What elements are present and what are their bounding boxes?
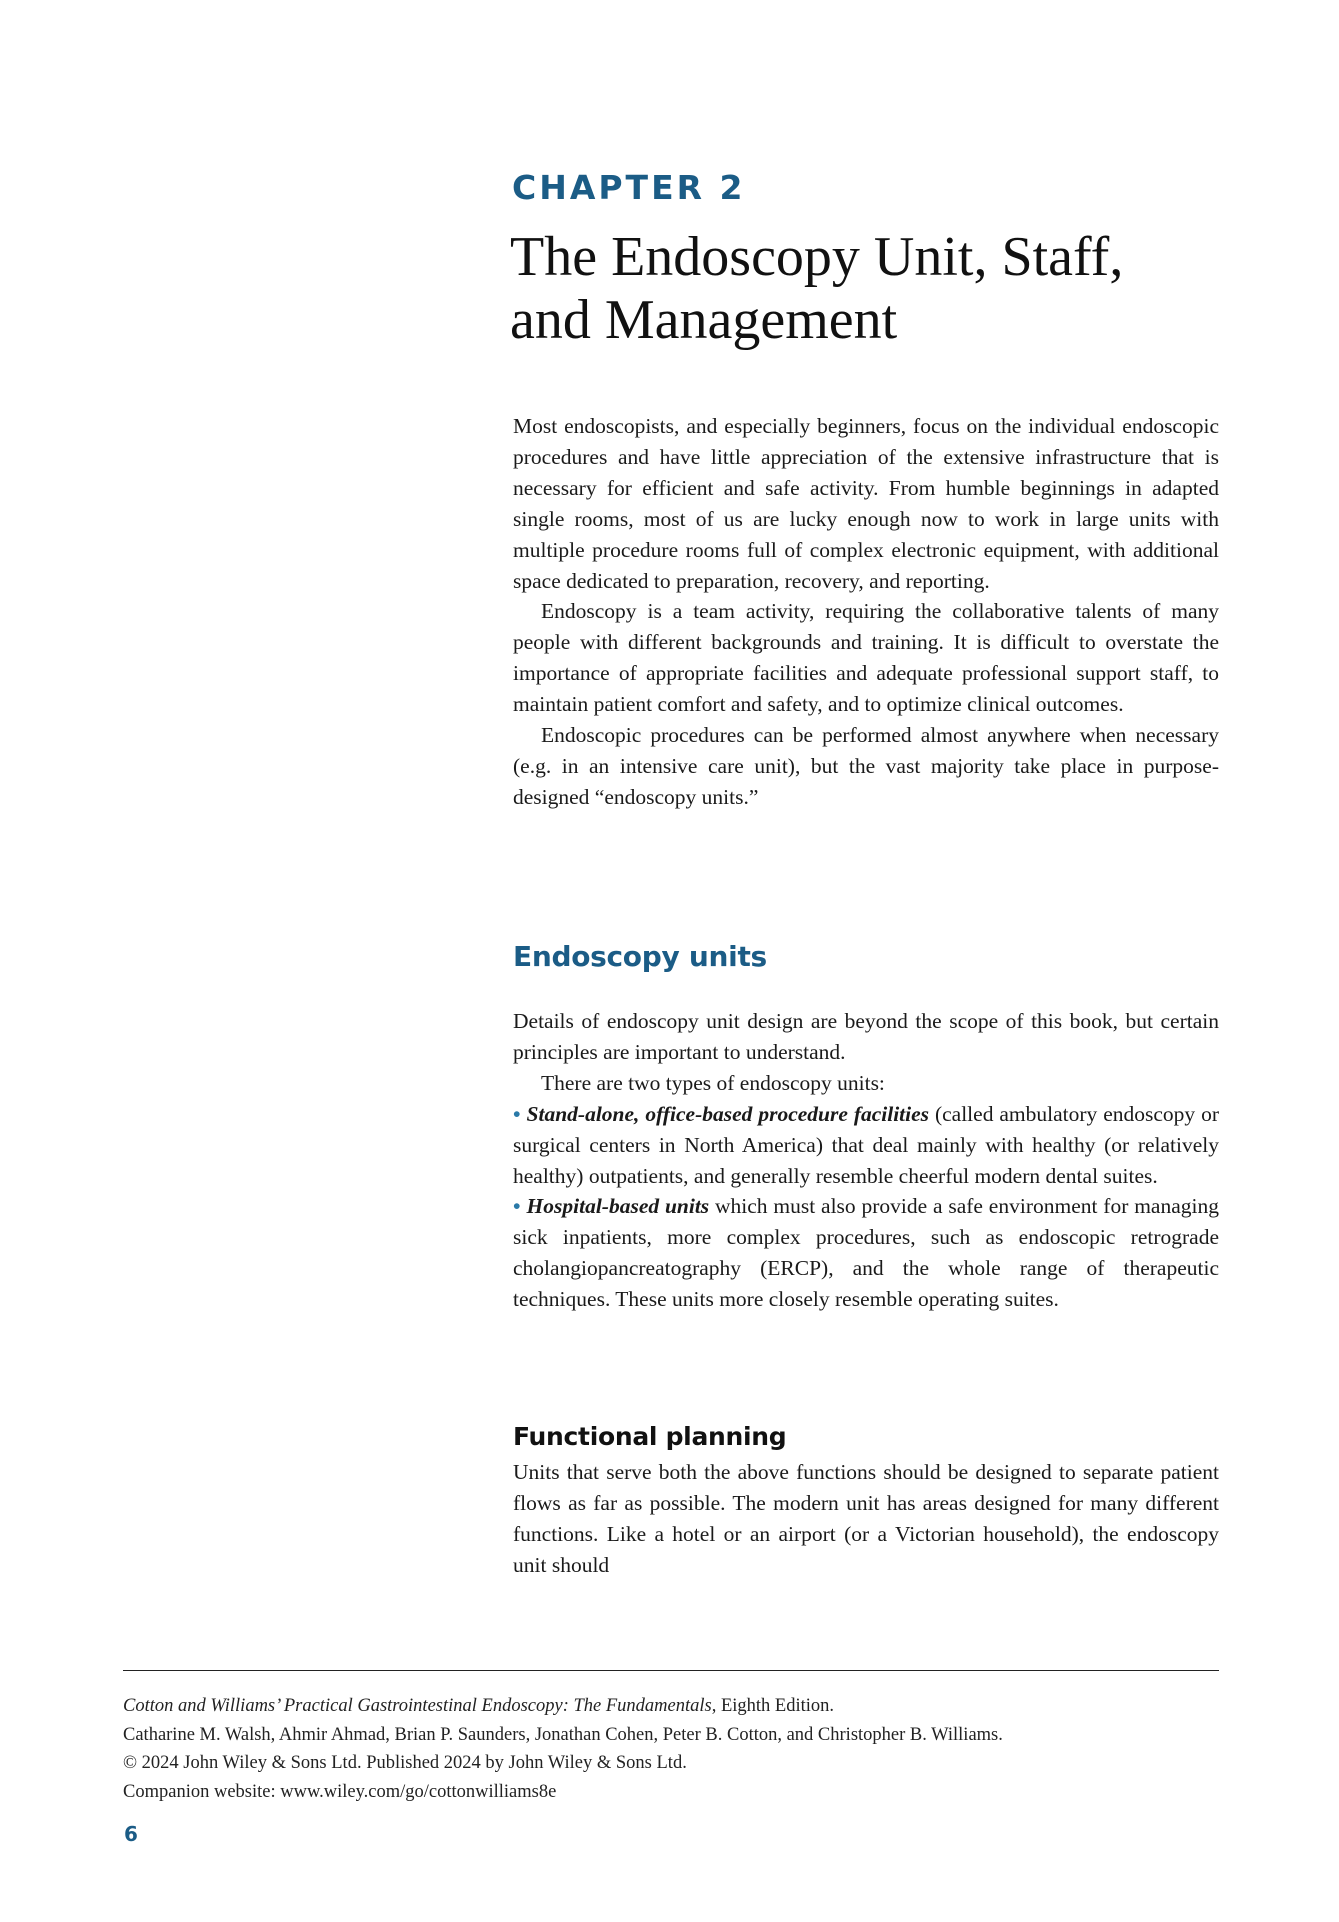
chapter-title (510, 226, 1270, 352)
footer-copyright: © 2024 John Wiley & Sons Ltd. Published 2024 by John Wiley & Sons Ltd. (123, 1753, 687, 1773)
section-paragraph-2: There are two types of endoscopy units: (541, 1070, 885, 1095)
chapter-label: CHAPTER 2 (512, 168, 746, 207)
subsection-body (513, 1457, 1219, 1581)
page-number: 6 (124, 1822, 138, 1846)
footer-divider (123, 1670, 1219, 1671)
footer-website-label: Companion website: (123, 1781, 281, 1802)
footer-book-line (123, 1692, 1223, 1721)
subsection-paragraph: Units that serve both the above functions should be designed to separate patient flows as far as possible. The modern unit has areas designed for many different functions. Like a hotel or an airport (or a Victorian household), the endoscopy unit should (513, 1460, 1219, 1577)
section-body (513, 1006, 1219, 1315)
intro-text (513, 411, 1219, 813)
section-paragraph-1: Details of endoscopy unit design are beyond the scope of this book, but certain principles are important to understand. (513, 1009, 1219, 1064)
footer-website-link[interactable]: www.wiley.com/go/cottonwilliams8e (280, 1781, 557, 1802)
bullet-text: (called ambulatory endoscopy or surgical centers in North America) that deal mainly with healthy (or relatively healthy) outpatients, and generally resemble cheerful modern dental suites. (513, 1101, 1219, 1188)
footer-citation (123, 1692, 1223, 1806)
chapter-title-line-2: and Management (510, 289, 898, 351)
footer-authors: Catharine M. Walsh, Ahmir Ahmad, Brian P. Saunders, Jonathan Cohen, Peter B. Cotton, and Christopher B. Williams. (123, 1724, 1003, 1745)
bullet-term: Hospital-based units (526, 1194, 710, 1219)
bullet-text: which must also provide a safe environment for managing sick inpatients, more complex procedures, such as endoscopic retrograde cholangiopancreatography (ERCP), and the whole range of therapeutic techniques. These units more closely resemble operating suites. (513, 1194, 1219, 1312)
bullet-item-standalone (513, 1099, 1219, 1192)
bullet-icon: • (513, 1194, 521, 1219)
section-heading-endoscopy-units: Endoscopy units (513, 940, 767, 973)
intro-paragraph-2: Endoscopy is a team activity, requiring the collaborative talents of many people with different backgrounds and training. It is difficult to overstate the importance of appropriate facilities and adequate professional support staff, to maintain patient comfort and safety, and to optimize clinical outcomes. (513, 599, 1219, 717)
bullet-item-hospital (513, 1191, 1219, 1315)
intro-paragraph-1: Most endoscopists, and especially beginners, focus on the individual endoscopic procedures and have little appreciation of the extensive infrastructure that is necessary for efficient and safe activity. From humble beginnings in adapted single rooms, most of us are lucky enough now to work in large units with multiple procedure rooms full of complex electronic equipment, with additional space dedicated to preparation, recovery, and reporting. (513, 414, 1219, 593)
bullet-icon: • (513, 1101, 521, 1126)
intro-paragraph-3: Endoscopic procedures can be performed almost anywhere when necessary (e.g. in an intensive care unit), but the vast majority take place in purpose-designed “endoscopy units.” (513, 723, 1219, 809)
footer-book-title: Cotton and Williams’ Practical Gastrointestinal Endoscopy: The Fundamentals (123, 1696, 712, 1716)
bullet-term: Stand-alone, office-based procedure facilities (526, 1101, 930, 1126)
footer-website-line (123, 1778, 1223, 1807)
footer-edition: , Eighth Edition. (711, 1696, 835, 1716)
subheading-functional-planning: Functional planning (513, 1422, 787, 1451)
chapter-title-line-1: The Endoscopy Unit, Staff, (510, 226, 1124, 288)
